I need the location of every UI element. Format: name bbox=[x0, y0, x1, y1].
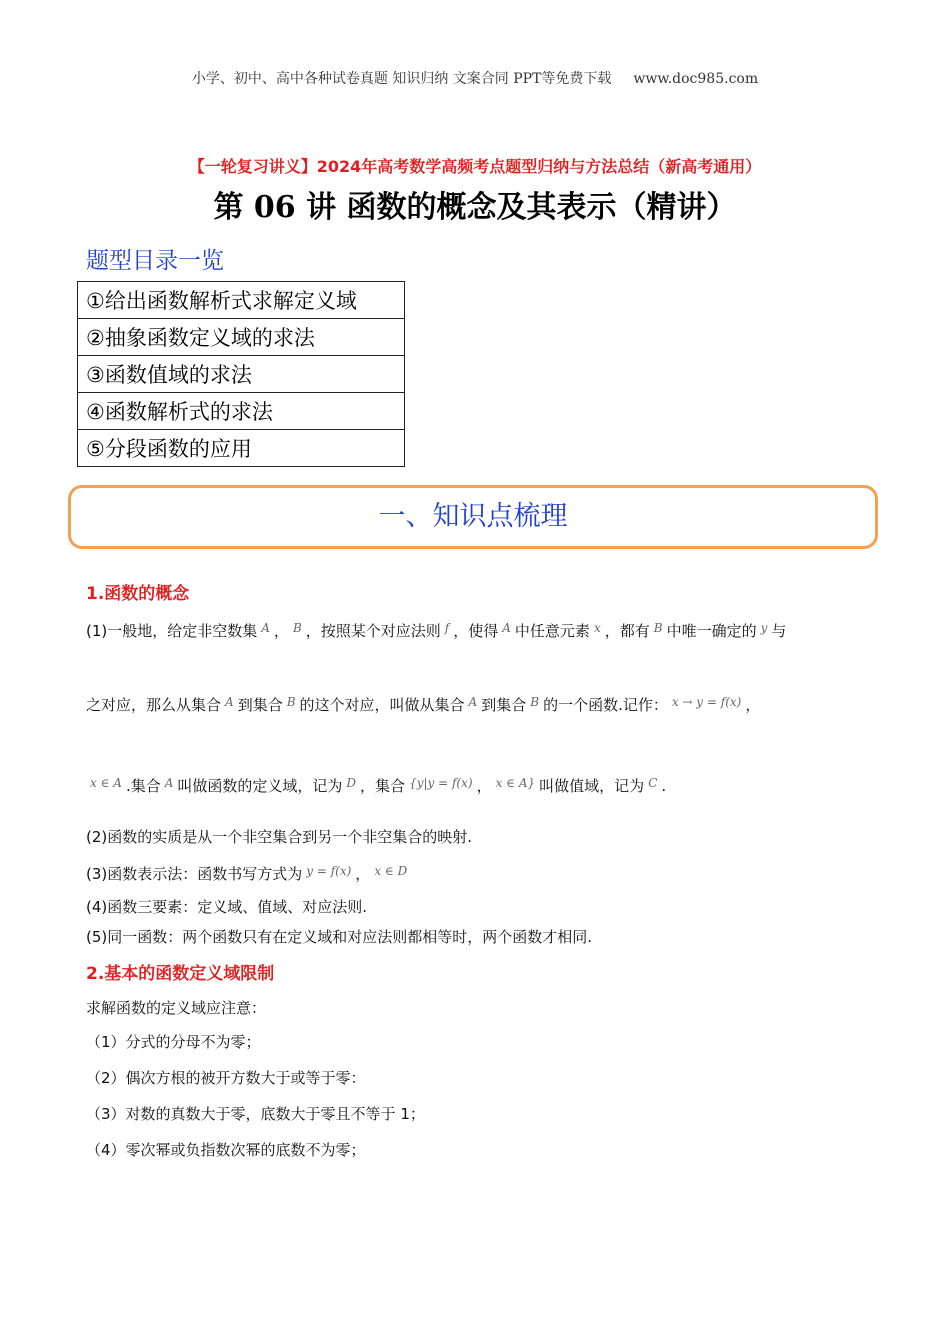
concept-paragraph-5: (3)函数表示法：函数书写方式为 $^{y = f(x)}$ ， $^{x \in D}$ bbox=[86, 864, 408, 883]
toc-row bbox=[78, 430, 405, 467]
header-site-link[interactable]: www.doc985.com bbox=[633, 71, 759, 87]
concept-paragraph-6: (4)函数三要素：定义域、值域、对应法则. bbox=[86, 898, 368, 916]
concept-paragraph-3: $^{x \in A}$ .集合 $^A$ 叫做函数的定义域，记为 $^D$ ，集合 $^{\{y|y = f(x)}$ ， $^{x \in A\}}$ 叫做值域，记为 $^C$ . bbox=[90, 776, 667, 795]
page-header bbox=[0, 68, 950, 88]
toc-item: ②抽象函数定义域的求法 bbox=[78, 319, 405, 356]
domain-rule: （1）分式的分母不为零； bbox=[86, 1033, 261, 1051]
document-subtitle: 【一轮复习讲义】2024年高考数学高频考点题型归纳与方法总结（新高考通用） bbox=[188, 157, 762, 176]
toc-item: ③函数值域的求法 bbox=[78, 356, 405, 393]
concept-paragraph-1: (1)一般地，给定非空数集 $^A$ ， $^B$ ，按照某个对应法则 $^f$ ，使得 $^A$ 中任意元素 $^x$ ，都有 $^B$ 中唯一确定的 $^y$ 与 bbox=[86, 621, 787, 640]
section-title: 一、知识点梳理 bbox=[378, 501, 568, 532]
concept-paragraph-4: (2)函数的实质是从一个非空集合到另一个非空集合的映射. bbox=[86, 828, 473, 846]
domain-heading: 2.基本的函数定义域限制 bbox=[86, 964, 275, 984]
domain-rule: （4）零次幂或负指数次幂的底数不为零； bbox=[86, 1141, 366, 1159]
domain-intro: 求解函数的定义域应注意： bbox=[86, 999, 267, 1017]
toc-item: ④函数解析式的求法 bbox=[78, 393, 405, 430]
toc-heading: 题型目录一览 bbox=[86, 248, 224, 274]
domain-rule: （3）对数的真数大于零，底数大于零且不等于 1； bbox=[86, 1105, 425, 1123]
header-text: 小学、初中、高中各种试卷真题 知识归纳 文案合同 PPT等免费下载 bbox=[191, 71, 612, 87]
concept-paragraph-7: (5)同一函数：两个函数只有在定义域和对应法则都相等时，两个函数才相同. bbox=[86, 928, 593, 946]
toc-row bbox=[78, 393, 405, 430]
section-banner bbox=[68, 485, 878, 549]
toc-row bbox=[78, 282, 405, 319]
document-title: 第 06 讲 函数的概念及其表示（精讲） bbox=[213, 190, 737, 225]
toc-item: ①给出函数解析式求解定义域 bbox=[78, 282, 405, 319]
toc-row bbox=[78, 356, 405, 393]
toc-table bbox=[77, 281, 405, 467]
toc-item: ⑤分段函数的应用 bbox=[78, 430, 405, 467]
concept-heading: 1.函数的概念 bbox=[86, 584, 190, 604]
domain-rule: （2）偶次方根的被开方数大于或等于零： bbox=[86, 1069, 366, 1087]
concept-paragraph-2: 之对应，那么从集合 $^A$ 到集合 $^B$ 的这个对应，叫做从集合 $^A$ 到集合 $^B$ 的一个函数.记作： $^{x \to y = f(x)}$ ， bbox=[86, 695, 761, 714]
toc-row bbox=[78, 319, 405, 356]
